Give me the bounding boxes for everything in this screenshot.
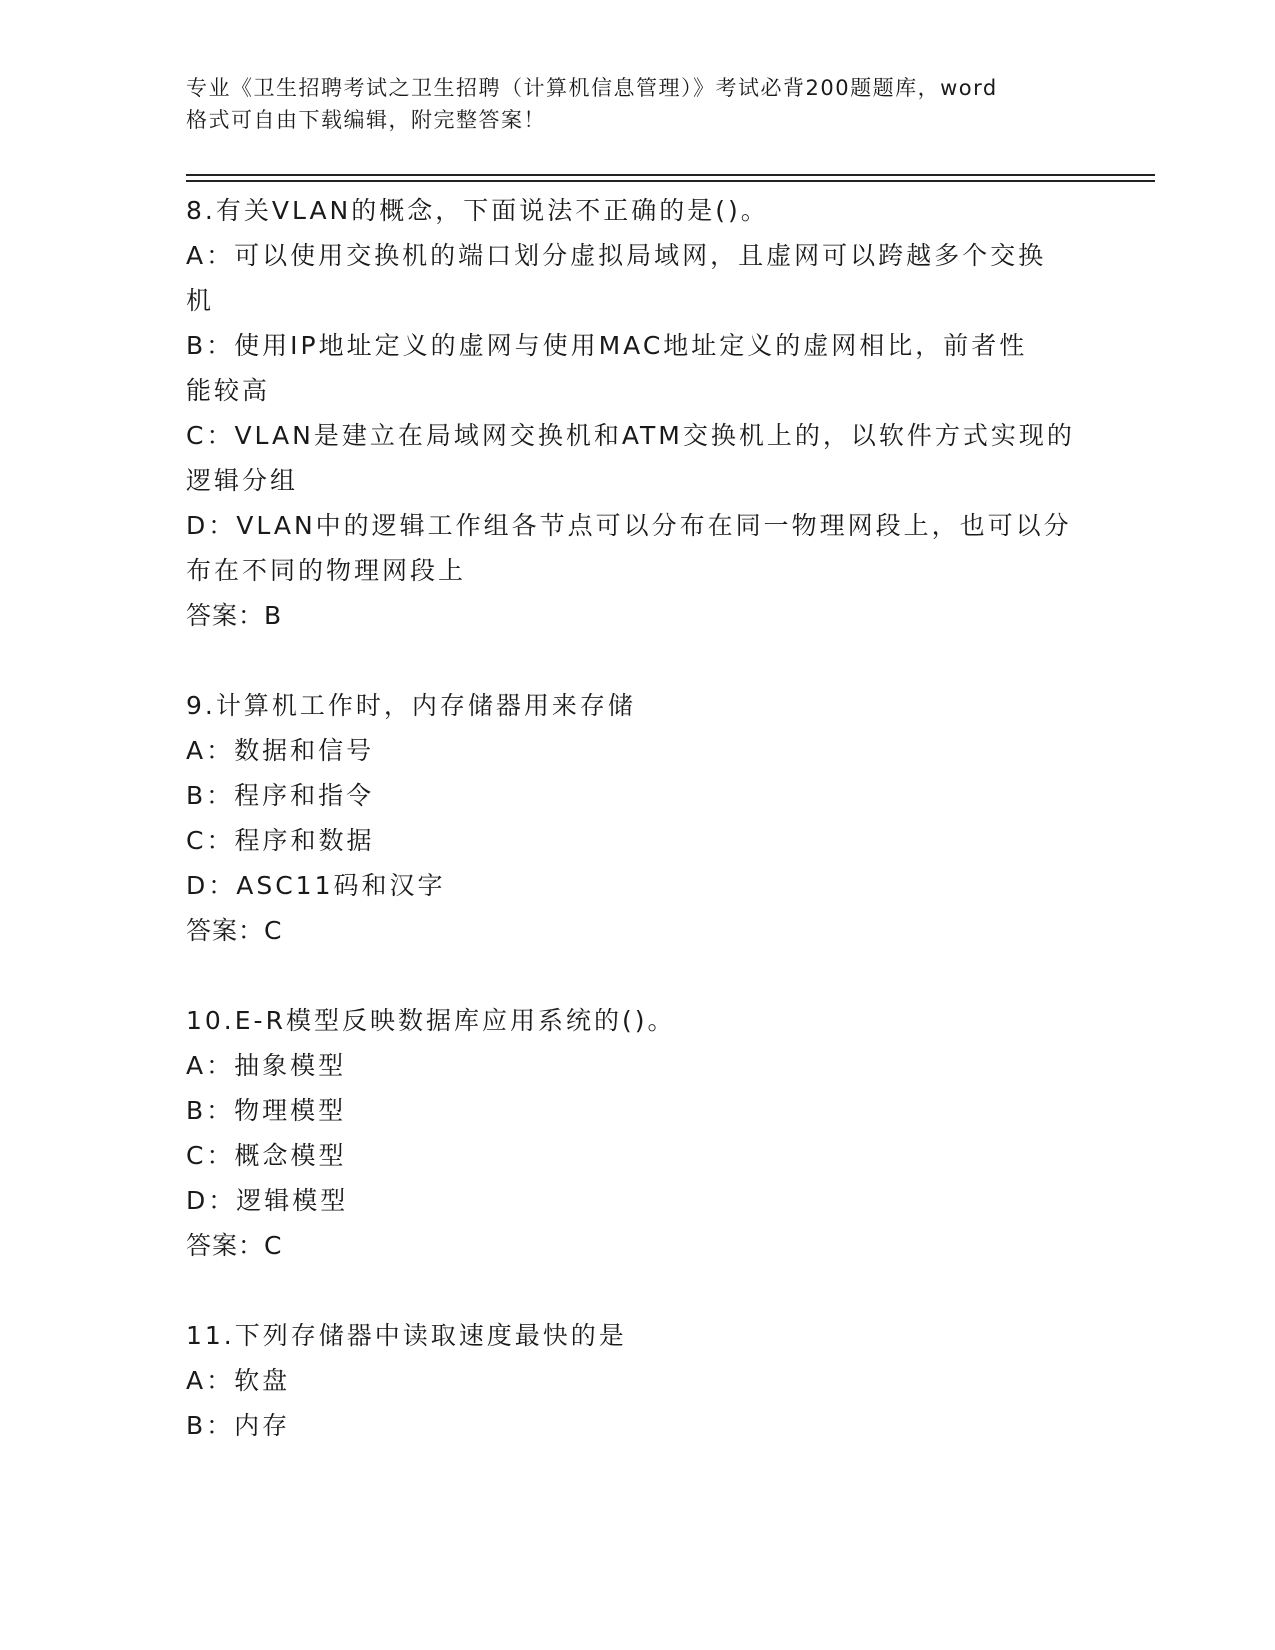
question-stem: 11.下列存储器中读取速度最快的是 bbox=[186, 1321, 627, 1350]
header-title-line-2: 格式可自由下载编辑，附完整答案！ bbox=[186, 108, 546, 132]
option-b: B：内存 bbox=[186, 1411, 291, 1440]
answer-line: 答案：C bbox=[186, 1231, 283, 1260]
question-11 bbox=[186, 1313, 1086, 1448]
header-divider-bottom bbox=[186, 180, 1155, 182]
option-b-continued: 能较高 bbox=[186, 376, 271, 405]
option-a: A：可以使用交换机的端口划分虚拟局域网，且虚网可以跨越多个交换 bbox=[186, 241, 1047, 270]
option-d: D：ASC11码和汉字 bbox=[186, 871, 446, 900]
option-a: A：抽象模型 bbox=[186, 1051, 347, 1080]
option-d: D：逻辑模型 bbox=[186, 1186, 349, 1215]
option-d: D：VLAN中的逻辑工作组各节点可以分布在同一物理网段上，也可以分 bbox=[186, 511, 1072, 540]
question-10 bbox=[186, 998, 1086, 1268]
option-d-continued: 布在不同的物理网段上 bbox=[186, 556, 467, 585]
question-stem: 10.E-R模型反映数据库应用系统的()。 bbox=[186, 1006, 676, 1035]
option-b: B：物理模型 bbox=[186, 1096, 347, 1125]
option-a-continued: 机 bbox=[186, 286, 215, 315]
option-a: A：数据和信号 bbox=[186, 736, 375, 765]
document-header bbox=[186, 72, 1086, 136]
answer-line: 答案：B bbox=[186, 601, 283, 630]
option-c: C：程序和数据 bbox=[186, 826, 375, 855]
option-c: C：VLAN是建立在局域网交换机和ATM交换机上的，以软件方式实现的 bbox=[186, 421, 1075, 450]
question-stem: 8.有关VLAN的概念，下面说法不正确的是()。 bbox=[186, 196, 769, 225]
option-c-continued: 逻辑分组 bbox=[186, 466, 299, 495]
question-stem: 9.计算机工作时，内存储器用来存储 bbox=[186, 691, 636, 720]
answer-line: 答案：C bbox=[186, 916, 283, 945]
option-b: B：使用IP地址定义的虚网与使用MAC地址定义的虚网相比，前者性 bbox=[186, 331, 1028, 360]
header-divider-top bbox=[186, 174, 1155, 176]
question-8 bbox=[186, 188, 1086, 638]
question-list bbox=[186, 188, 1086, 1493]
header-title-line-1: 专业《卫生招聘考试之卫生招聘（计算机信息管理）》考试必背200题题库，word bbox=[186, 76, 998, 100]
option-c: C：概念模型 bbox=[186, 1141, 347, 1170]
question-9 bbox=[186, 683, 1086, 953]
option-a: A：软盘 bbox=[186, 1366, 291, 1395]
option-b: B：程序和指令 bbox=[186, 781, 375, 810]
